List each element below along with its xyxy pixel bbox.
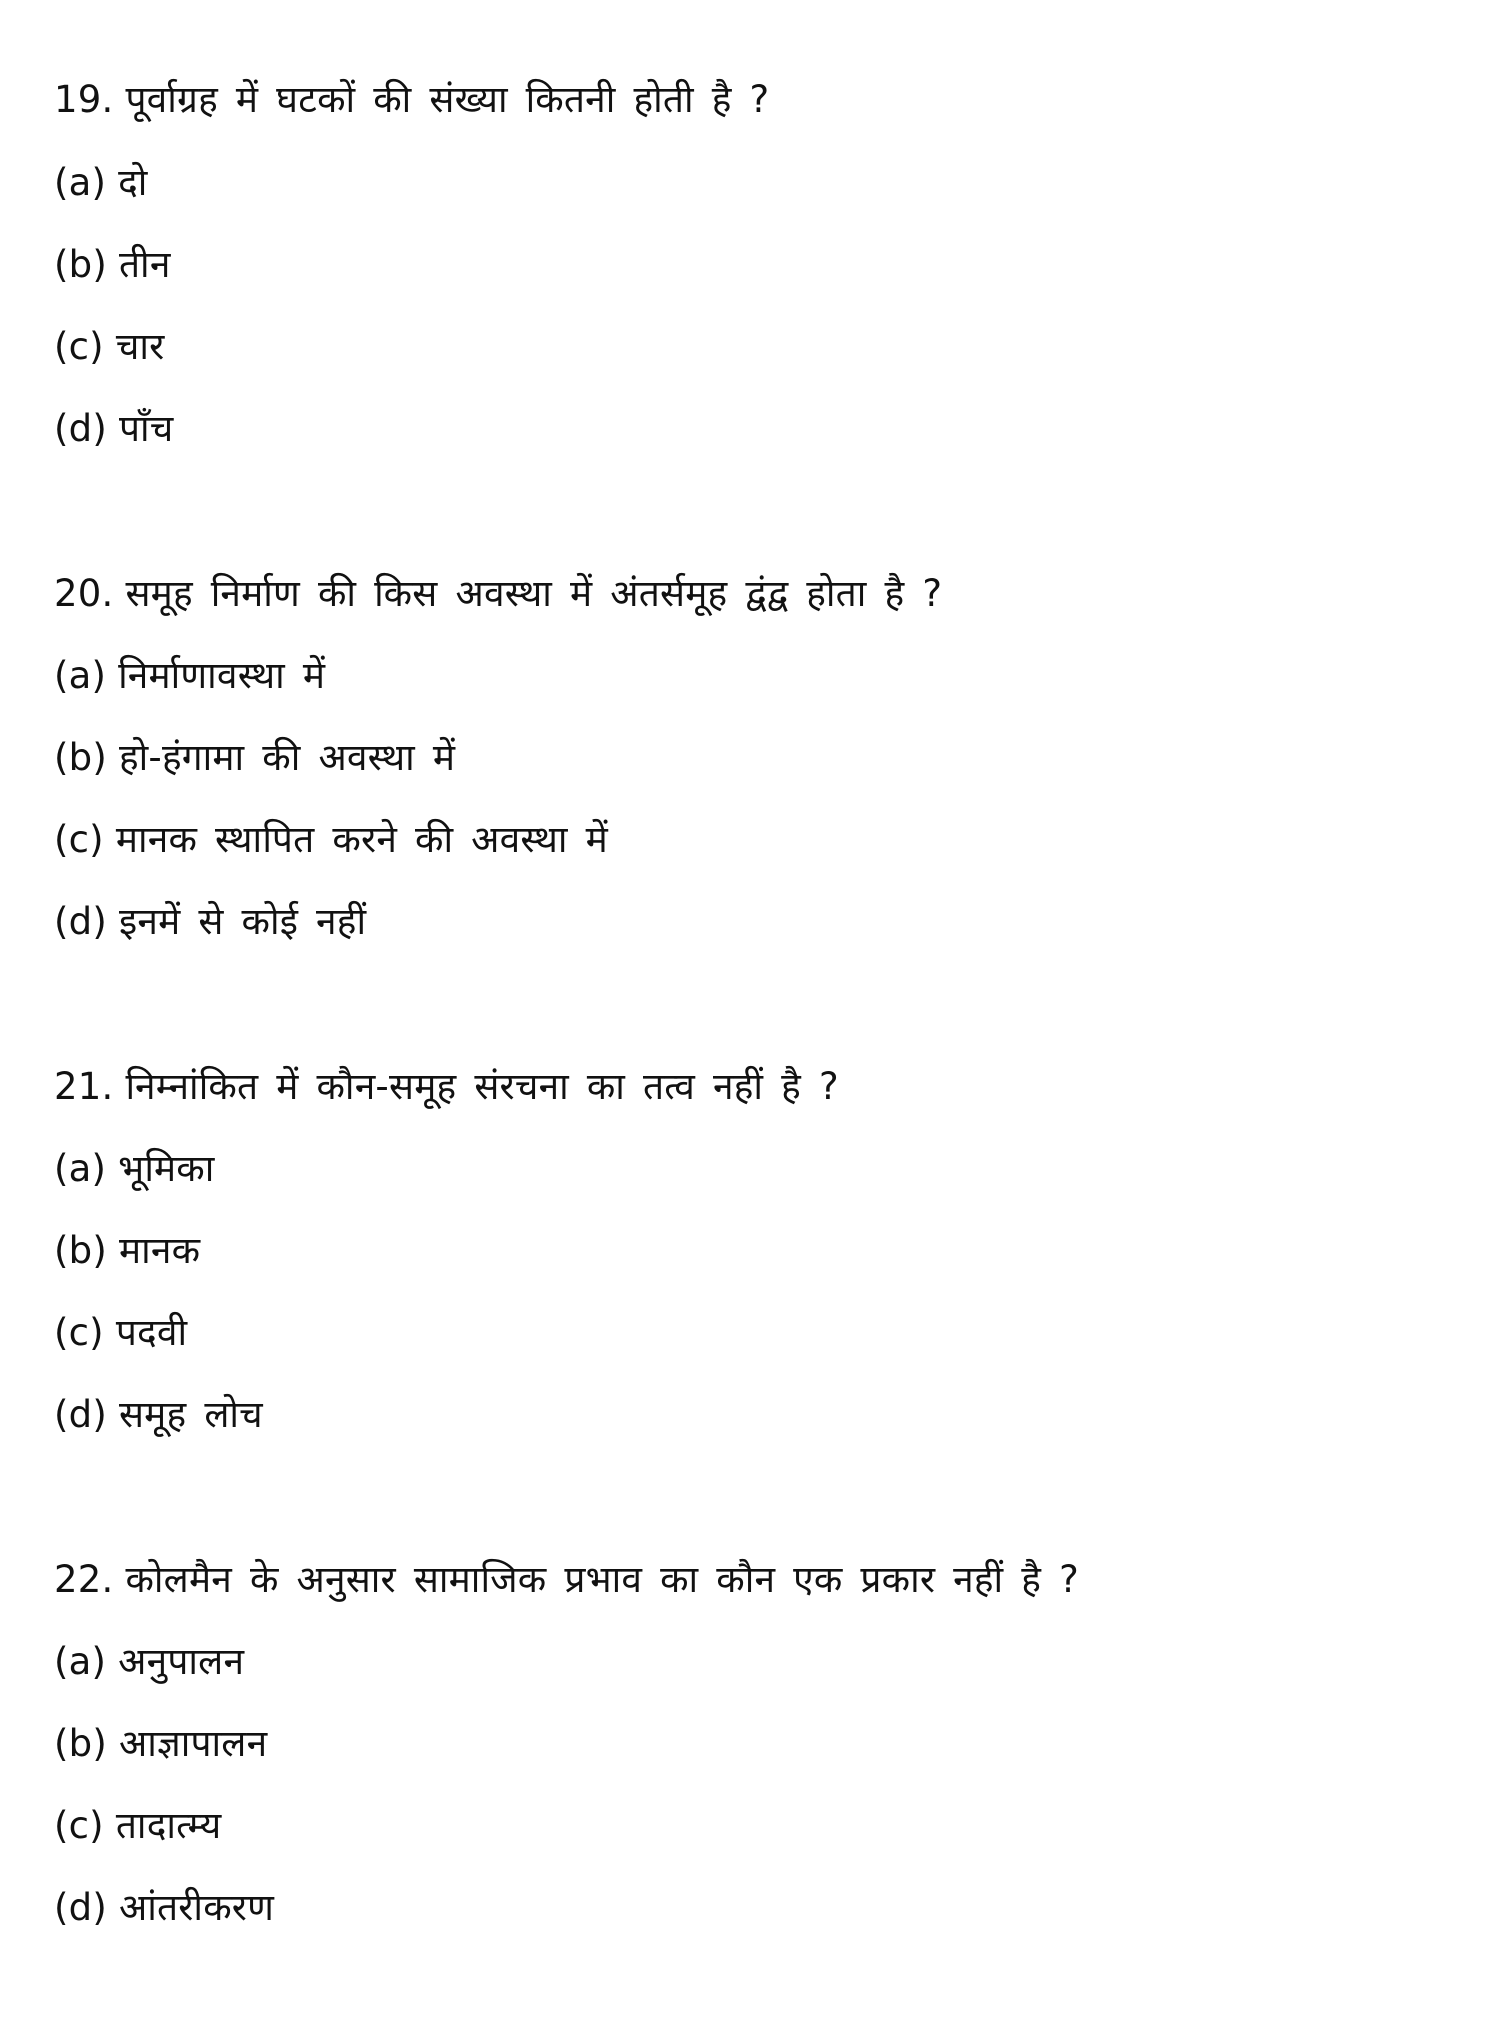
- option-text: चार: [115, 325, 165, 368]
- option-label: (a): [54, 1147, 107, 1190]
- option-text: पदवी: [115, 1311, 188, 1354]
- option-label: (a): [54, 161, 107, 204]
- option-text: आज्ञापालन: [118, 1722, 268, 1765]
- option-22-c: [54, 1798, 221, 1854]
- option-text: मानक स्थापित करने की अवस्था में: [115, 818, 608, 861]
- option-20-d: [54, 894, 366, 950]
- option-text: आंतरीकरण: [118, 1886, 275, 1929]
- option-20-a: [54, 648, 325, 704]
- option-label: (c): [54, 1311, 104, 1354]
- option-text: दो: [118, 161, 148, 204]
- option-text: तादात्म्य: [115, 1804, 222, 1847]
- option-21-b: [54, 1223, 200, 1279]
- option-21-a: [54, 1141, 214, 1197]
- question-number: 20.: [54, 572, 114, 615]
- option-label: (b): [54, 243, 107, 286]
- question-20: [54, 566, 942, 622]
- option-text: निर्माणावस्था में: [118, 654, 326, 697]
- option-19-a: [54, 155, 148, 211]
- question-19: [54, 72, 769, 128]
- option-20-c: [54, 812, 608, 868]
- option-19-d: [54, 401, 173, 457]
- option-text: तीन: [118, 243, 171, 286]
- option-label: (b): [54, 1229, 107, 1272]
- question-text: कोलमैन के अनुसार सामाजिक प्रभाव का कौन एक प्रकार नहीं है ?: [125, 1558, 1079, 1601]
- option-21-c: [54, 1305, 187, 1361]
- option-label: (d): [54, 1886, 107, 1929]
- option-22-a: [54, 1634, 244, 1690]
- option-text: मानक: [118, 1229, 201, 1272]
- option-text: हो-हंगामा की अवस्था में: [118, 736, 456, 779]
- option-label: (c): [54, 818, 104, 861]
- question-text: निम्नांकित में कौन-समूह संरचना का तत्व नहीं है ?: [125, 1065, 839, 1108]
- option-text: समूह लोच: [118, 1393, 263, 1436]
- option-text: इनमें से कोई नहीं: [118, 900, 367, 943]
- option-label: (d): [54, 407, 107, 450]
- option-label: (c): [54, 325, 104, 368]
- question-number: 22.: [54, 1558, 114, 1601]
- option-21-d: [54, 1387, 263, 1443]
- option-text: पाँच: [118, 407, 174, 450]
- option-20-b: [54, 730, 455, 786]
- option-label: (d): [54, 900, 107, 943]
- option-label: (b): [54, 1722, 107, 1765]
- question-number: 21.: [54, 1065, 114, 1108]
- option-label: (a): [54, 1640, 107, 1683]
- option-22-b: [54, 1716, 267, 1772]
- option-label: (c): [54, 1804, 104, 1847]
- option-label: (a): [54, 654, 107, 697]
- option-22-d: [54, 1880, 274, 1936]
- question-text: समूह निर्माण की किस अवस्था में अंतर्समूह द्वंद्व होता है ?: [125, 572, 943, 615]
- option-19-c: [54, 319, 164, 375]
- option-label: (d): [54, 1393, 107, 1436]
- question-text: पूर्वाग्रह में घटकों की संख्या कितनी होती है ?: [125, 78, 770, 121]
- option-label: (b): [54, 736, 107, 779]
- option-text: अनुपालन: [118, 1640, 245, 1683]
- question-22: [54, 1552, 1079, 1608]
- option-text: भूमिका: [118, 1147, 215, 1190]
- option-19-b: [54, 237, 171, 293]
- question-number: 19.: [54, 78, 114, 121]
- question-21: [54, 1059, 839, 1115]
